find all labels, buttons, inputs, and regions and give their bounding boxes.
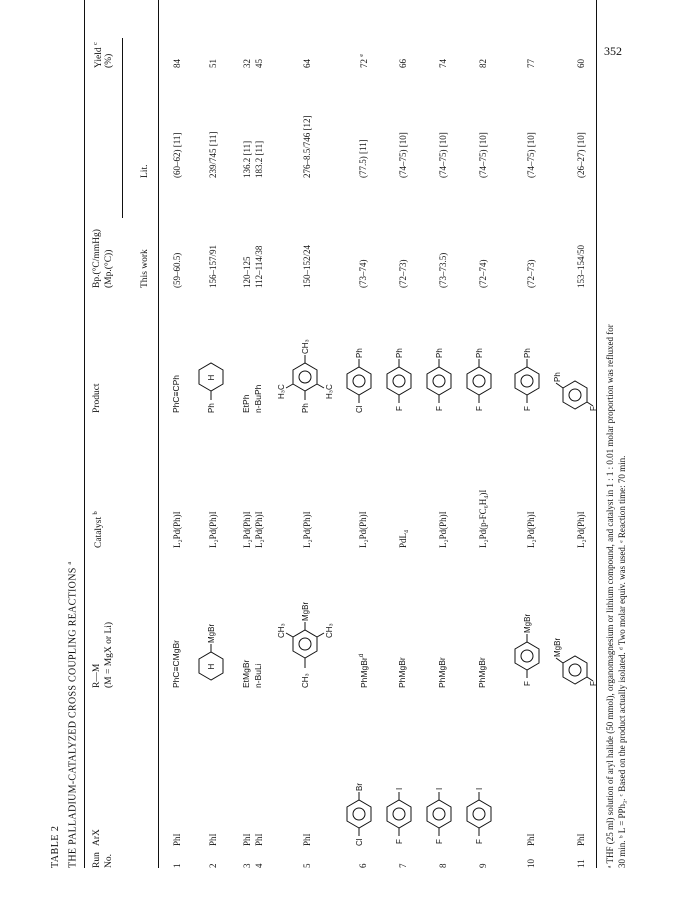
row-3-product: EtPh [241, 394, 251, 413]
row-5-no: 5 [302, 863, 312, 868]
header-no: No. [104, 854, 114, 868]
footnote-line-1: ᵃ THF (25 ml) solution of aryl halide (50 mmol), organomagnesium or lithium compound, and catalyst in 1 : 1 : 0.01 molar proportion was refluxed for [605, 324, 615, 868]
row-10-rm-f-label: F [523, 681, 532, 686]
header-run: Run [92, 852, 102, 868]
header-rm: R—M [92, 663, 102, 688]
row-6-arx-br-label: Br [355, 783, 364, 791]
row-6-arx-structure [344, 756, 374, 846]
row-1-rm: PhC≡CMgBr [171, 640, 181, 688]
row-8-lit: (74–75) [10] [438, 132, 448, 178]
row-3-yield: 32 [242, 59, 252, 68]
row-9-rm: PhMgBr [477, 657, 487, 688]
header-rm-sub: (M = MgX or Li) [104, 621, 114, 688]
row-1-product: PhC≡CPh [171, 374, 181, 413]
row-7-lit: (74–75) [10] [398, 132, 408, 178]
row-11-yield: 60 [576, 59, 586, 68]
row-3-bp: 120–125 [242, 256, 252, 288]
row-10-product-structure [512, 323, 542, 413]
row-7-bp: (72–73) [398, 259, 408, 288]
row-6-arx-cl-label: Cl [355, 838, 364, 846]
row-3-rm: EtMgBr [241, 659, 251, 688]
row-9-arx-structure [464, 766, 494, 846]
header-bp: Bp.(°C/mmHg) [92, 229, 102, 288]
row-10-bp: (72–73) [526, 259, 536, 288]
row-1-lit: (60–62) [11] [172, 132, 182, 178]
row-7-product-f-label: F [395, 406, 404, 411]
header-catalyst: Catalyst $^b$ [92, 511, 105, 548]
table-bottom-rule [596, 0, 597, 868]
row-2-arx: PhI [208, 833, 218, 846]
row-6-catalyst: L₂Pd(Ph)I [358, 511, 368, 548]
row-8-catalyst: L₂Pd(Ph)I [438, 511, 448, 548]
row-8-no: 8 [438, 863, 448, 868]
table-top-rule [84, 0, 85, 868]
row-6-no: 6 [358, 863, 368, 868]
page-number: 352 [604, 44, 622, 58]
row-9-catalyst: L₂Pd(p-FC₆H₄)I [478, 489, 488, 548]
row-4-product: n-BuPh [253, 384, 263, 413]
row-4-rm: n-BuLi [253, 663, 263, 688]
row-5-arx: PhI [302, 833, 312, 846]
row-9-lit: (74–75) [10] [478, 132, 488, 178]
bp-subheader-rule [122, 38, 123, 218]
row-5-product-h3c-top: H₃C [277, 384, 286, 399]
row-6-bp: (73–74) [358, 259, 368, 288]
row-11-catalyst: L₂Pd(Ph)I [576, 511, 586, 548]
row-10-lit: (74–75) [10] [526, 132, 536, 178]
row-5-rm-mgbr-label: MgBr [301, 601, 310, 621]
header-bp-sub: (Mp.(°C)) [104, 249, 114, 288]
row-3-catalyst: L₂Pd(Ph)I [242, 511, 252, 548]
row-3-no: 3 [242, 863, 252, 868]
row-5-product-h3c-bottom: H₃C [325, 384, 334, 399]
row-2-product-structure [196, 343, 226, 413]
header-arx: ArX [92, 829, 102, 846]
row-1-yield: 84 [172, 59, 182, 68]
row-9-product-structure [464, 323, 494, 413]
row-5-rm-structure [278, 578, 334, 688]
row-6-product-cl-label: Cl [355, 405, 364, 413]
row-5-product-structure [278, 313, 334, 413]
row-2-rm-structure [196, 618, 226, 688]
row-7-arx-f-label: F [395, 839, 404, 844]
row-10-catalyst: L₂Pd(Ph)I [526, 511, 536, 548]
row-8-arx-structure [424, 766, 454, 846]
row-6-product-ph-label: Ph [355, 348, 364, 358]
row-11-lit: (26–27) [10] [576, 132, 586, 178]
row-10-rm-structure [512, 588, 542, 688]
row-7-arx-i-label: I [395, 787, 404, 790]
row-2-no: 2 [208, 863, 218, 868]
row-8-product-ph-label: Ph [435, 348, 444, 358]
row-11-product-f-label: F [589, 406, 598, 411]
row-11-no: 11 [576, 859, 586, 868]
row-2-product-ph-label: Ph [207, 403, 216, 413]
table-header-rule [158, 0, 159, 868]
table-footnotes [604, 8, 628, 868]
table-title: THE PALLADIUM-CATALYZED CROSS COUPLING REACTIONS $^a$ [66, 561, 79, 868]
header-yield-unit: (%) [104, 53, 114, 68]
row-8-yield: 74 [438, 59, 448, 68]
row-8-product-f-label: F [435, 406, 444, 411]
row-1-catalyst: L₂Pd(Ph)I [172, 511, 182, 548]
row-7-no: 7 [398, 863, 408, 868]
row-1-arx: PhI [172, 833, 182, 846]
row-5-yield: 64 [302, 59, 312, 68]
row-1-bp: (59–60.5) [172, 252, 182, 288]
row-7-product-structure [384, 323, 414, 413]
row-10-product-ph-label: Ph [523, 348, 532, 358]
row-8-arx-f-label: F [435, 839, 444, 844]
row-8-rm: PhMgBr [437, 657, 447, 688]
row-9-no: 9 [478, 863, 488, 868]
row-9-arx-i-label: I [475, 787, 484, 790]
row-5-product-ch3-label: CH₃ [301, 339, 310, 354]
row-11-rm-mgbr-label: MgBr [553, 637, 562, 657]
row-5-rm-ch3-top: CH₃ [277, 623, 286, 638]
row-8-bp: (73–73.5) [438, 252, 448, 288]
row-7-arx-structure [384, 766, 414, 846]
row-11-rm-f-label: F [589, 681, 598, 686]
rotated-table-page [48, 0, 648, 868]
row-2-bp: 156–157/91 [208, 244, 218, 288]
row-4-arx: PhI [254, 833, 264, 846]
row-9-product-ph-label: Ph [475, 348, 484, 358]
row-11-arx: PhI [576, 833, 586, 846]
header-lit: Lit. [140, 164, 150, 178]
table-label: TABLE 2 [50, 825, 61, 868]
row-5-bp: 150–152/24 [302, 244, 312, 288]
row-3-lit: 136.2 [11] [242, 140, 252, 178]
row-4-lit: 183.2 [11] [254, 140, 264, 178]
row-2-product-h-label: H [207, 374, 216, 381]
row-7-yield: 66 [398, 59, 408, 68]
row-5-rm-ch3-bottom: CH₃ [325, 623, 334, 638]
row-6-lit: (77.5) [11] [358, 139, 368, 178]
row-2-rm-mgbr-label: MgBr [207, 623, 216, 643]
row-9-arx-f-label: F [475, 839, 484, 844]
header-yield: Yield $^c$ [92, 42, 105, 68]
row-11-rm-structure [554, 598, 596, 688]
row-6-product-structure [344, 323, 374, 413]
row-5-rm-ch3-left: CH₃ [301, 673, 310, 688]
row-7-rm: PhMgBr [397, 657, 407, 688]
row-5-lit: 276–8.5/746 [12] [302, 115, 312, 178]
footnote-line-2: 30 min. ᵇ L = PPh₃. ᶜ Based on the product actually isolated. ᵈ Two molar equiv. was used. ᵉ Reaction time: 70 min. [617, 455, 628, 868]
row-5-product-ph-label: Ph [301, 403, 310, 413]
row-10-product-f-label: F [523, 406, 532, 411]
row-4-bp: 112–114/38 [254, 245, 264, 288]
row-7-catalyst: PdL₄ [398, 529, 408, 548]
row-11-product-structure [554, 333, 596, 413]
row-10-rm-mgbr-label: MgBr [523, 613, 532, 633]
row-6-rm: PhMgBr$^d$ [358, 653, 369, 688]
row-10-arx: PhI [526, 833, 536, 846]
row-2-lit: 239/745 [11] [208, 131, 218, 178]
row-6-yield: 72 $^e$ [358, 53, 369, 68]
row-2-rm-h-label: H [207, 663, 216, 670]
header-product: Product [92, 383, 102, 413]
header-this-work: This work [140, 249, 150, 288]
row-11-product-ph-label: Ph [553, 372, 562, 382]
row-9-yield: 82 [478, 59, 488, 68]
row-5-catalyst: L₂Pd(Ph)I [302, 511, 312, 548]
row-2-catalyst: L₂Pd(Ph)I [208, 511, 218, 548]
row-9-product-f-label: F [475, 406, 484, 411]
row-8-product-structure [424, 323, 454, 413]
row-9-bp: (72–74) [478, 259, 488, 288]
row-8-arx-i-label: I [435, 787, 444, 790]
row-3-arx: PhI [242, 833, 252, 846]
row-4-no: 4 [254, 863, 264, 868]
row-2-yield: 51 [208, 59, 218, 68]
row-10-yield: 77 [526, 59, 536, 68]
row-7-product-ph-label: Ph [395, 348, 404, 358]
row-11-bp: 153–154/50 [576, 244, 586, 288]
row-4-catalyst: L₂Pd(Ph)I [254, 511, 264, 548]
row-10-no: 10 [526, 859, 536, 868]
row-1-no: 1 [172, 863, 182, 868]
row-4-yield: 45 [254, 59, 264, 68]
